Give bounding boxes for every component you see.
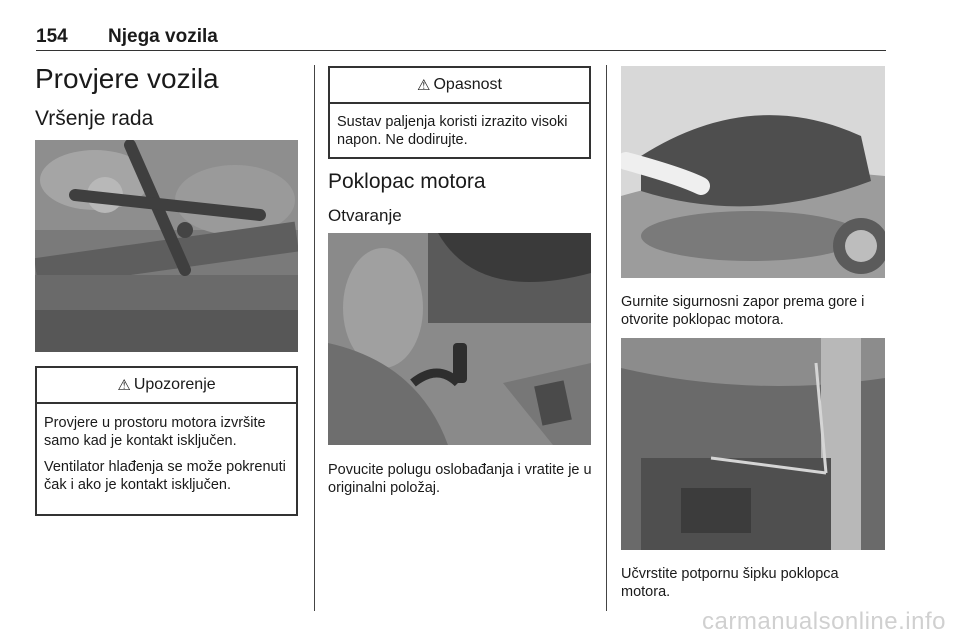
support-rod-photo [621,338,885,550]
danger-heading: Opasnost [433,76,502,93]
page-number: 154 [36,26,68,47]
warning-box [35,366,298,516]
column-divider [314,65,315,611]
watermark: carmanualsonline.info [702,608,946,635]
support-rod-caption: Učvrstite potpornu šipku poklopca motora. [621,566,839,600]
engine-bay-photo [35,140,298,352]
warning-header [37,368,296,404]
warning-triangle-icon: ⚠ [417,77,431,94]
header-rule [36,50,886,51]
page-header [36,26,218,48]
hood-latch-caption: Gurnite sigurnosni zapor prema gore i otvorite poklopac motora. [621,294,865,328]
hood-subtitle: Otvaranje [328,206,402,225]
warning-heading: Upozorenje [133,376,216,393]
column-divider [606,65,607,611]
warning-paragraph: Ventilator hlađenja se može pokrenuti čak i ako je kontakt isključen. [44,459,286,493]
release-lever-photo [328,233,591,445]
danger-header [330,68,589,104]
danger-text: Sustav paljenja koristi izrazito visoki napon. Ne dodirujte. [337,114,568,148]
release-lever-caption: Povucite polugu oslobađanja i vratite je u originalni položaj. [328,462,592,496]
section-title: Njega vozila [108,26,218,47]
warning-triangle-icon: ⚠ [117,377,131,394]
danger-box [328,66,591,159]
page-title: Provjere vozila [35,63,219,94]
hood-latch-photo [621,66,885,278]
section-subtitle: Vršenje rada [35,107,154,130]
hood-title: Poklopac motora [328,170,486,193]
warning-paragraph: Provjere u prostoru motora izvršite samo kad je kontakt isključen. [44,415,266,449]
